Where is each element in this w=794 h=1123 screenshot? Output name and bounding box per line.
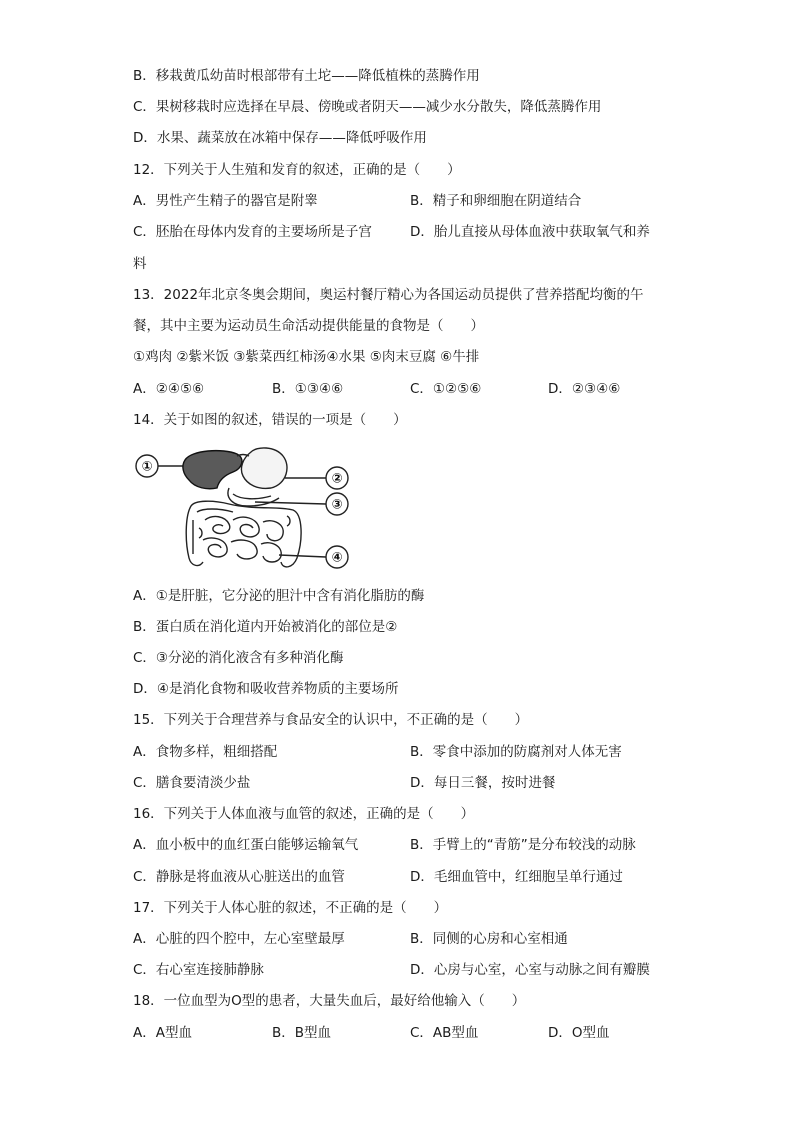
q14-option-b: B．蛋白质在消化道内开始被消化的部位是② — [133, 619, 398, 635]
q17-option-b: B．同侧的心房和心室相通 — [410, 931, 568, 947]
q16-stem: 16．下列关于人体血液与血管的叙述，正确的是（ ） — [133, 806, 475, 822]
digestive-system-illustration — [133, 444, 358, 572]
q12-option-a: A．男性产生精子的器官是附睾 — [133, 193, 318, 209]
q17-option-c: C．右心室连接肺静脉 — [133, 962, 264, 978]
label-4: ④ — [331, 550, 343, 566]
q18-option-b: B．B型血 — [272, 1025, 332, 1041]
q12-option-c: C．胚胎在母体内发育的主要场所是子宫 — [133, 224, 372, 240]
q14-option-d: D．④是消化食物和吸收营养物质的主要场所 — [133, 681, 399, 697]
q18-option-d: D．O型血 — [548, 1025, 610, 1041]
label-3: ③ — [331, 497, 343, 513]
q15-option-d: D．每日三餐，按时进餐 — [410, 775, 556, 791]
q16-option-c: C．静脉是将血液从心脏送出的血管 — [133, 869, 345, 885]
q11-option-d: D．水果、蔬菜放在冰箱中保存——降低呼吸作用 — [133, 130, 427, 146]
q13-food-items: ①鸡肉 ②紫米饭 ③紫菜西红柿汤④水果 ⑤肉末豆腐 ⑥牛排 — [133, 349, 480, 365]
q12-option-d: D．胎儿直接从母体血液中获取氧气和养 — [410, 224, 650, 240]
q11-option-b: B．移栽黄瓜幼苗时根部带有土坨——降低植株的蒸腾作用 — [133, 68, 480, 84]
q15-option-a: A．食物多样，粗细搭配 — [133, 744, 278, 760]
q15-stem: 15．下列关于合理营养与食品安全的认识中，不正确的是（ ） — [133, 712, 529, 728]
q14-option-a: A．①是肝脏，它分泌的胆汁中含有消化脂肪的酶 — [133, 588, 425, 604]
q18-stem: 18．一位血型为O型的患者，大量失血后，最好给他输入（ ） — [133, 993, 526, 1009]
q18-option-a: A．A型血 — [133, 1025, 192, 1041]
q14-option-c: C．③分泌的消化液含有多种消化酶 — [133, 650, 344, 666]
label-2: ② — [331, 471, 343, 487]
q13-option-a: A．②④⑤⑥ — [133, 381, 205, 397]
q16-option-b: B．手臂上的“青筋”是分布较浅的动脉 — [410, 837, 636, 853]
label-1: ① — [141, 459, 153, 475]
q13-stem-line2: 餐，其中主要为运动员生命活动提供能量的食物是（ ） — [133, 318, 484, 334]
q15-option-c: C．膳食要清淡少盐 — [133, 775, 251, 791]
q13-stem-line1: 13．2022年北京冬奥会期间，奥运村餐厅精心为各国运动员提供了营养搭配均衡的午 — [133, 287, 644, 303]
q17-stem: 17．下列关于人体心脏的叙述，不正确的是（ ） — [133, 900, 448, 916]
q12-option-b: B．精子和卵细胞在阴道结合 — [410, 193, 582, 209]
q13-option-c: C．①②⑤⑥ — [410, 381, 482, 397]
q17-option-d: D．心房与心室，心室与动脉之间有瓣膜 — [410, 962, 650, 978]
q11-option-c: C．果树移栽时应选择在早晨、傍晚或者阴天——减少水分散失，降低蒸腾作用 — [133, 99, 602, 115]
q12-option-d-continued: 料 — [133, 256, 147, 272]
q14-stem: 14．关于如图的叙述，错误的一项是（ ） — [133, 412, 407, 428]
q13-option-d: D．②③④⑥ — [548, 381, 621, 397]
q18-option-c: C．AB型血 — [410, 1025, 479, 1041]
stomach-shape — [241, 448, 287, 488]
q15-option-b: B．零食中添加的防腐剂对人体无害 — [410, 744, 622, 760]
digestive-system-figure — [133, 444, 358, 572]
q16-option-d: D．毛细血管中，红细胞呈单行通过 — [410, 869, 623, 885]
q13-option-b: B．①③④⑥ — [272, 381, 344, 397]
liver-shape — [183, 451, 242, 489]
q16-option-a: A．血小板中的血红蛋白能够运输氧气 — [133, 837, 359, 853]
q17-option-a: A．心脏的四个腔中，左心室壁最厚 — [133, 931, 345, 947]
q12-stem: 12．下列关于人生殖和发育的叙述，正确的是（ ） — [133, 162, 461, 178]
